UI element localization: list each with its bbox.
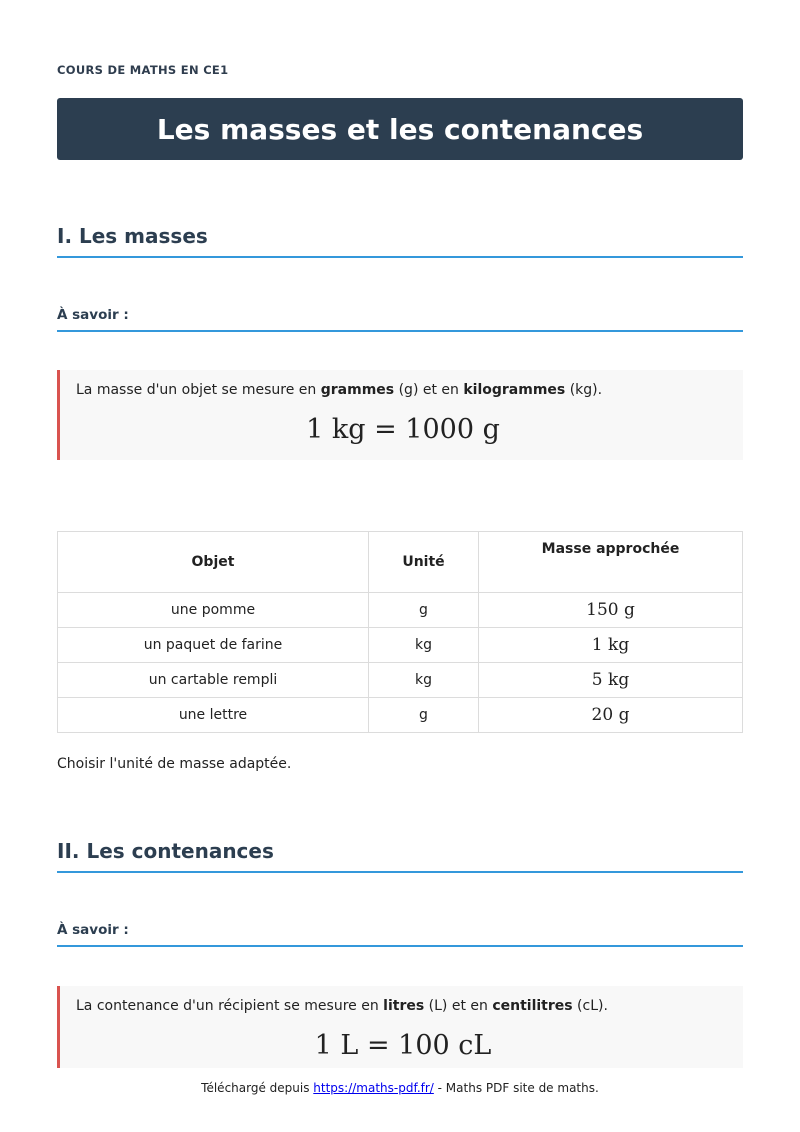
table-cell: un cartable rempli [58, 663, 369, 698]
course-label: COURS DE MATHS EN CE1 [57, 63, 229, 77]
formula: 1 kg = 1000 g [306, 414, 500, 445]
table-cell: g [369, 698, 479, 733]
table-row [58, 628, 743, 663]
text-part: La masse d'un objet se mesure en [76, 382, 321, 398]
table-cell: une lettre [58, 698, 369, 733]
table-row [58, 593, 743, 628]
table-header-row [58, 532, 743, 593]
table-row [58, 663, 743, 698]
bold-term: kilogrammes [463, 382, 566, 398]
footer-prefix: Téléchargé depuis [201, 1081, 314, 1095]
bold-term: centilitres [492, 998, 573, 1014]
table-cell: 20 g [479, 698, 743, 733]
definition-box-masses [57, 370, 743, 460]
definition-text [76, 382, 602, 398]
definition-text [76, 998, 608, 1014]
footer-link[interactable]: https://maths-pdf.fr/ [313, 1081, 434, 1095]
table-cell: kg [369, 663, 479, 698]
table-cell: kg [369, 628, 479, 663]
subheading-a-savoir: À savoir : [57, 307, 743, 332]
column-header: Unité [369, 532, 479, 593]
text-part: (cL). [572, 998, 608, 1014]
note-text: Choisir l'unité de masse adaptée. [57, 756, 292, 772]
section-heading-contenances: II. Les contenances [57, 839, 743, 873]
text-part: (kg). [565, 382, 603, 398]
bold-term: litres [383, 998, 425, 1014]
bold-term: grammes [320, 382, 395, 398]
text-part: (g) et en [394, 382, 464, 398]
table-cell: g [369, 593, 479, 628]
definition-box-contenances [57, 986, 743, 1068]
column-header: Masse approchée [479, 532, 743, 593]
table-cell: un paquet de farine [58, 628, 369, 663]
table-row [58, 698, 743, 733]
mass-table [57, 531, 743, 733]
table-cell: 1 kg [479, 628, 743, 663]
table-cell: 5 kg [479, 663, 743, 698]
text-part: La contenance d'un récipient se mesure en [76, 998, 384, 1014]
footer-suffix: - Maths PDF site de maths. [433, 1081, 599, 1095]
formula: 1 L = 100 cL [314, 1030, 492, 1061]
table-cell: une pomme [58, 593, 369, 628]
column-header: Objet [58, 532, 369, 593]
section-heading-masses: I. Les masses [57, 224, 743, 258]
table-cell: 150 g [479, 593, 743, 628]
page-footer [0, 1081, 800, 1095]
subheading-a-savoir: À savoir : [57, 922, 743, 947]
page-title: Les masses et les contenances [57, 98, 743, 160]
text-part: (L) et en [424, 998, 493, 1014]
